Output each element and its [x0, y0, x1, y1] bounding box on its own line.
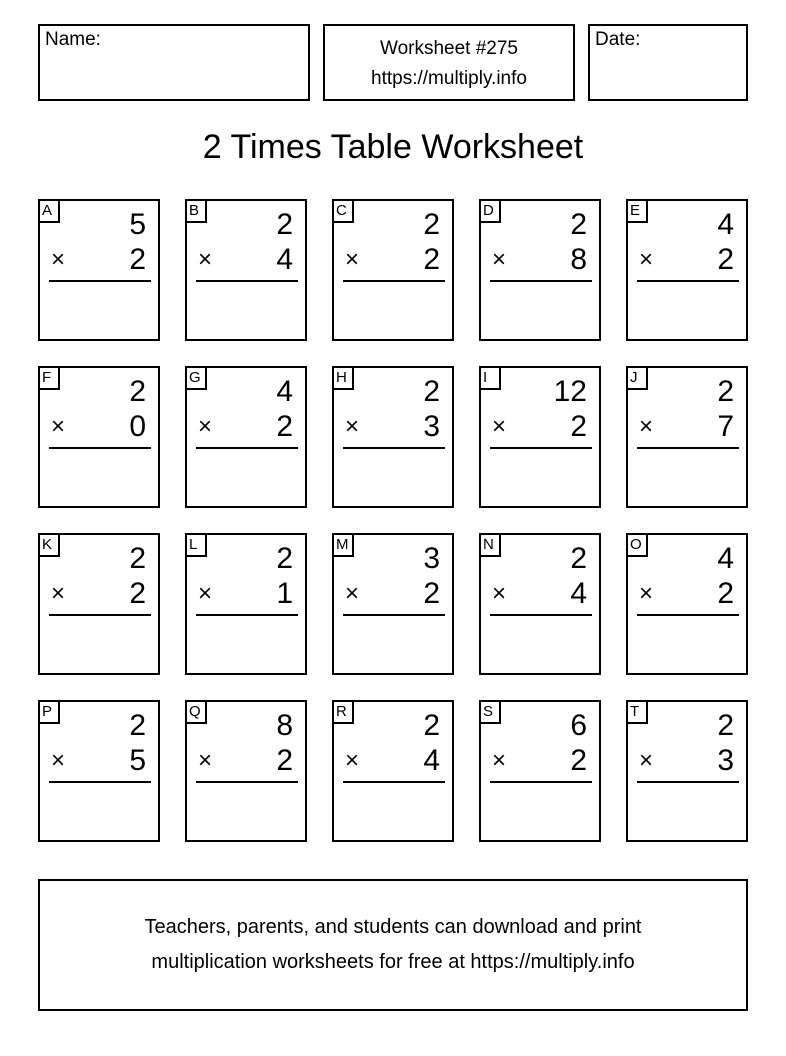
multiplier: 2 [717, 243, 734, 276]
problem-letter: A [40, 201, 60, 223]
multiplicand: 3 [423, 542, 440, 575]
answer-line [637, 614, 739, 616]
multiply-sign-icon: × [345, 413, 360, 440]
multiply-sign-icon: × [51, 580, 66, 607]
multiplier: 7 [717, 410, 734, 443]
multiply-sign-icon: × [639, 580, 654, 607]
multiplier: 2 [570, 744, 587, 777]
problem-letter: P [40, 702, 60, 724]
site-url: https://multiply.info [371, 68, 527, 89]
multiply-sign-icon: × [492, 413, 507, 440]
multiply-sign-icon: × [51, 747, 66, 774]
answer-line [343, 781, 445, 783]
answer-line [49, 447, 151, 449]
problem-card-f[interactable] [38, 366, 160, 508]
multiplier: 2 [129, 243, 146, 276]
multiply-sign-icon: × [492, 747, 507, 774]
multiply-sign-icon: × [492, 580, 507, 607]
problem-letter: B [187, 201, 207, 223]
problem-letter: I [481, 368, 501, 390]
problem-card-i[interactable] [479, 366, 601, 508]
problem-card-j[interactable] [626, 366, 748, 508]
problem-letter: T [628, 702, 648, 724]
multiply-sign-icon: × [198, 580, 213, 607]
multiply-sign-icon: × [345, 580, 360, 607]
multiplicand: 2 [717, 709, 734, 742]
answer-line [49, 280, 151, 282]
answer-line [637, 280, 739, 282]
problem-letter: J [628, 368, 648, 390]
multiply-sign-icon: × [198, 747, 213, 774]
multiply-sign-icon: × [198, 413, 213, 440]
answer-line [637, 447, 739, 449]
problem-card-c[interactable] [332, 199, 454, 341]
multiply-sign-icon: × [492, 246, 507, 273]
multiplicand: 8 [276, 709, 293, 742]
problem-letter: N [481, 535, 501, 557]
multiplicand: 12 [553, 375, 587, 408]
answer-line [49, 781, 151, 783]
answer-line [196, 447, 298, 449]
answer-line [49, 614, 151, 616]
multiplicand: 2 [570, 542, 587, 575]
multiplier: 3 [423, 410, 440, 443]
answer-line [490, 447, 592, 449]
problem-card-g[interactable] [185, 366, 307, 508]
multiply-sign-icon: × [51, 413, 66, 440]
worksheet-number: Worksheet #275 [379, 38, 518, 59]
date-label: Date: [595, 29, 641, 50]
multiply-sign-icon: × [345, 246, 360, 273]
name-label: Name: [45, 29, 101, 50]
footer-line-2: multiplication worksheets for free at https://multiply.info [151, 951, 635, 973]
problem-card-b[interactable] [185, 199, 307, 341]
problem-letter: C [334, 201, 354, 223]
answer-line [343, 280, 445, 282]
multiplier: 4 [570, 577, 587, 610]
problem-letter: R [334, 702, 354, 724]
answer-line [490, 280, 592, 282]
answer-line [490, 614, 592, 616]
multiplicand: 2 [276, 208, 293, 241]
problem-card-e[interactable] [626, 199, 748, 341]
problem-letter: L [187, 535, 207, 557]
multiply-sign-icon: × [639, 246, 654, 273]
answer-line [343, 614, 445, 616]
problem-letter: G [187, 368, 207, 390]
multiplier: 2 [276, 744, 293, 777]
multiplicand: 2 [129, 542, 146, 575]
problem-card-r[interactable] [332, 700, 454, 842]
problem-letter: K [40, 535, 60, 557]
multiplier: 2 [129, 577, 146, 610]
multiplier: 0 [129, 410, 146, 443]
problem-card-t[interactable] [626, 700, 748, 842]
multiplicand: 6 [570, 709, 587, 742]
answer-line [637, 781, 739, 783]
multiplier: 5 [129, 744, 146, 777]
problem-letter: H [334, 368, 354, 390]
footer-line-1: Teachers, parents, and students can download and print [144, 916, 642, 938]
multiplier: 8 [570, 243, 587, 276]
answer-line [490, 781, 592, 783]
multiplier: 2 [570, 410, 587, 443]
problem-card-a[interactable] [38, 199, 160, 341]
multiplier: 2 [717, 577, 734, 610]
multiplier: 2 [423, 577, 440, 610]
multiplier: 4 [276, 243, 293, 276]
answer-line [196, 280, 298, 282]
multiplicand: 2 [423, 375, 440, 408]
problem-card-o[interactable] [626, 533, 748, 675]
multiplicand: 5 [129, 208, 146, 241]
problem-card-q[interactable] [185, 700, 307, 842]
multiplier: 2 [423, 243, 440, 276]
problem-card-m[interactable] [332, 533, 454, 675]
problem-letter: F [40, 368, 60, 390]
multiplicand: 2 [129, 375, 146, 408]
footer-box [38, 879, 748, 1011]
answer-line [343, 447, 445, 449]
page-title: 2 Times Table Worksheet [202, 128, 584, 166]
answer-line [196, 614, 298, 616]
problem-card-d[interactable] [479, 199, 601, 341]
problem-card-l[interactable] [185, 533, 307, 675]
problem-letter: O [628, 535, 648, 557]
problem-letter: M [334, 535, 354, 557]
answer-line [196, 781, 298, 783]
problem-card-n[interactable] [479, 533, 601, 675]
multiplicand: 2 [276, 542, 293, 575]
multiplicand: 4 [276, 375, 293, 408]
multiplier: 4 [423, 744, 440, 777]
problem-card-p[interactable] [38, 700, 160, 842]
multiplicand: 2 [423, 208, 440, 241]
multiplicand: 4 [717, 208, 734, 241]
problem-card-k[interactable] [38, 533, 160, 675]
problem-letter: D [481, 201, 501, 223]
multiplier: 1 [276, 577, 293, 610]
multiply-sign-icon: × [198, 246, 213, 273]
problem-letter: E [628, 201, 648, 223]
multiply-sign-icon: × [51, 246, 66, 273]
problem-card-s[interactable] [479, 700, 601, 842]
multiply-sign-icon: × [639, 747, 654, 774]
multiplicand: 2 [129, 709, 146, 742]
problem-letter: S [481, 702, 501, 724]
problem-letter: Q [187, 702, 207, 724]
multiplicand: 2 [717, 375, 734, 408]
multiply-sign-icon: × [639, 413, 654, 440]
multiplier: 2 [276, 410, 293, 443]
problem-card-h[interactable] [332, 366, 454, 508]
multiplicand: 2 [570, 208, 587, 241]
multiplicand: 4 [717, 542, 734, 575]
multiplicand: 2 [423, 709, 440, 742]
multiply-sign-icon: × [345, 747, 360, 774]
multiplier: 3 [717, 744, 734, 777]
